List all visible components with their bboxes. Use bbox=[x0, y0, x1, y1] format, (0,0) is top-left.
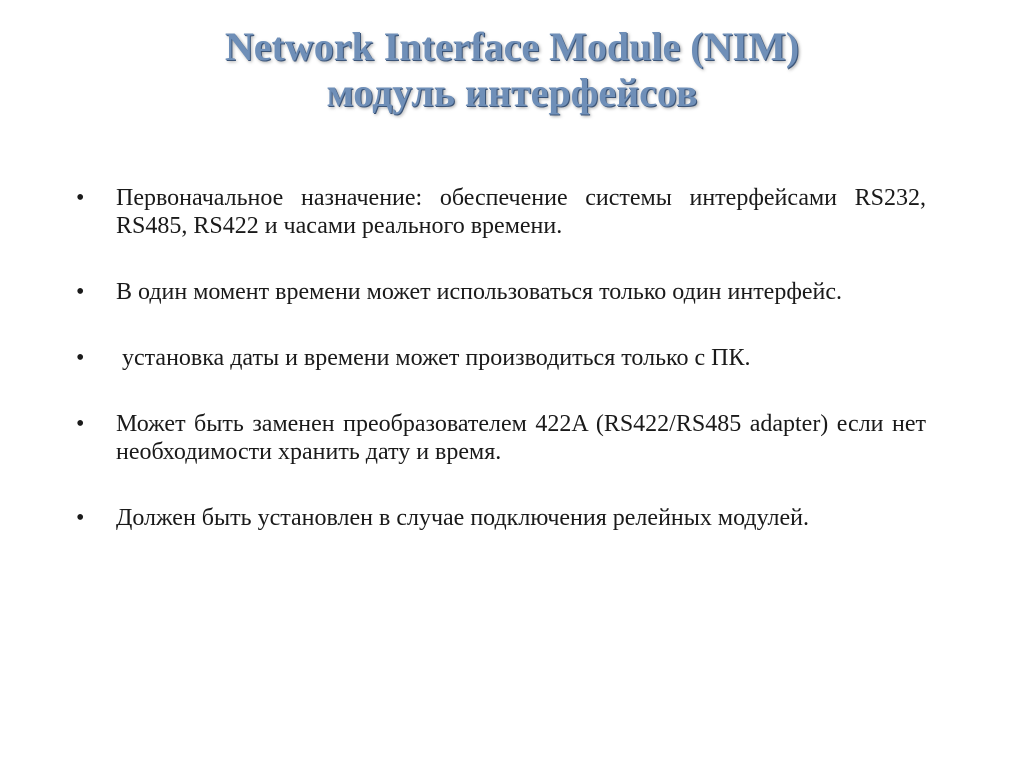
bullet-item-1 bbox=[76, 184, 926, 240]
bullet-list bbox=[76, 184, 926, 570]
slide-title-line-1: Network Interface Module (NIM) bbox=[224, 24, 800, 69]
bullet-text-3: установка даты и времени может производиться только с ПК. bbox=[116, 345, 751, 371]
slide-title bbox=[0, 24, 1024, 116]
bullet-text-4: Может быть заменен преобразователем 422A (RS422/RS485 adapter) если нет необходимости хранить дату и время. bbox=[116, 411, 926, 465]
bullet-text-5: Должен быть установлен в случае подключения релейных модулей. bbox=[116, 505, 809, 531]
bullet-item-3 bbox=[76, 344, 926, 372]
bullet-text-2: В один момент времени может использоваться только один интерфейс. bbox=[116, 279, 843, 305]
bullet-dot-icon: • bbox=[76, 345, 85, 371]
bullet-item-4 bbox=[76, 410, 926, 466]
bullet-text-1: Первоначальное назначение: обеспечение системы интерфейсами RS232, RS485, RS422 и часами реального времени. bbox=[116, 185, 926, 239]
bullet-item-2 bbox=[76, 278, 926, 306]
bullet-dot-icon: • bbox=[76, 505, 85, 531]
bullet-dot-icon: • bbox=[76, 185, 85, 211]
slide-title-line-2: модуль интерфейсов bbox=[326, 70, 698, 115]
bullet-dot-icon: • bbox=[76, 279, 85, 305]
bullet-dot-icon: • bbox=[76, 411, 85, 437]
bullet-item-5 bbox=[76, 504, 926, 532]
